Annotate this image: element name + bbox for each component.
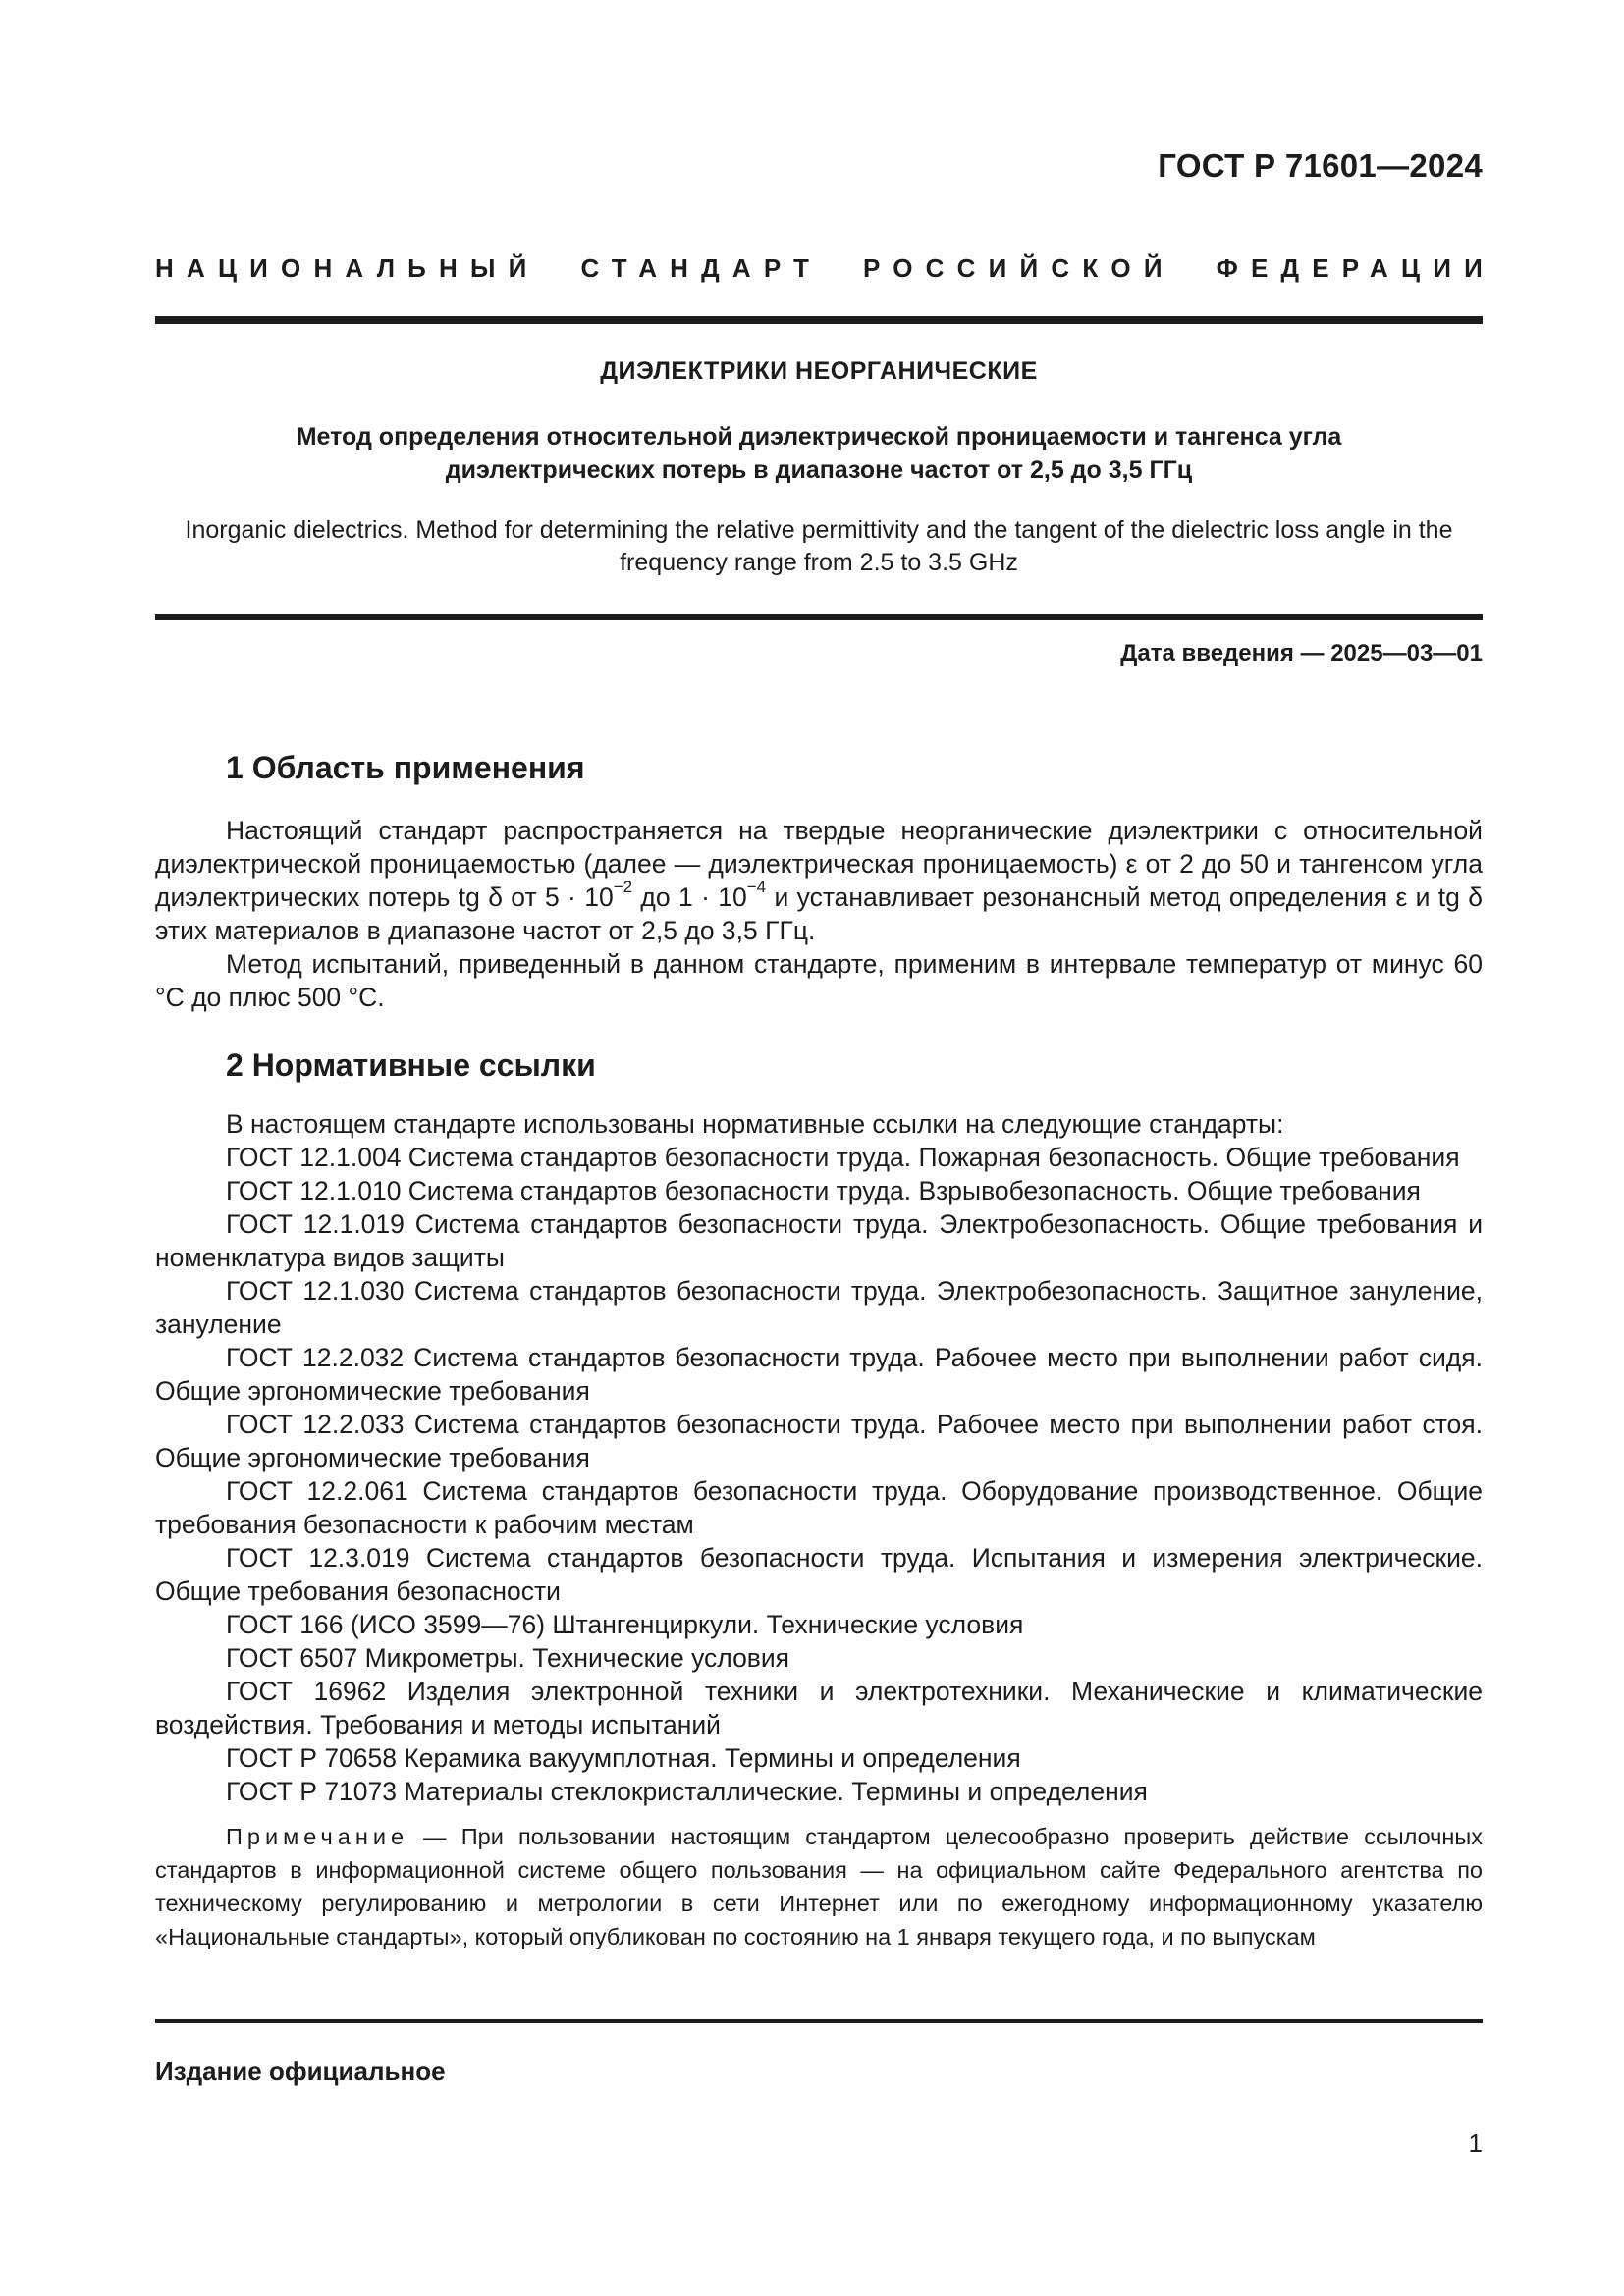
exponent: −4 xyxy=(746,878,767,897)
introduction-date: Дата введения — 2025—03—01 xyxy=(1120,640,1483,667)
section-normative-references xyxy=(155,1047,1483,1953)
national-standard-banner xyxy=(155,253,1495,284)
note-label: Примечание xyxy=(226,1824,409,1849)
reference-item: ГОСТ 12.1.030 Система стандартов безопасности труда. Электробезопасность. Защитное зануление, зануление xyxy=(155,1276,1483,1339)
reference-item: ГОСТ Р 71073 Материалы стеклокристаллические. Термины и определения xyxy=(226,1777,1148,1806)
banner-word: НАЦИОНАЛЬНЫЙ xyxy=(155,253,540,283)
english-title-line: frequency range from 2.5 to 3.5 GHz xyxy=(620,549,1018,576)
footer-divider xyxy=(155,2019,1483,2023)
reference-item: ГОСТ 12.2.032 Система стандартов безопасности труда. Рабочее место при выполнении работ сидя. Общие эргономические требования xyxy=(155,1343,1483,1406)
official-edition-label: Издание официальное xyxy=(155,2056,446,2086)
note-text: — При пользовании настоящим стандартом целесообразно проверить действие ссылочных стандартов в информационной системе общего пользования — на официальном сайте Федерального агентства по техническому регулированию и метрологии в сети Интернет или по ежегодному информационному указателю «Национальные стандарты», который опубликован по состоянию на 1 января текущего года, и по выпускам xyxy=(155,1824,1483,1949)
banner-word: СТАНДАРТ xyxy=(580,253,823,283)
reference-item: ГОСТ 12.3.019 Система стандартов безопасности труда. Испытания и измерения электрические. Общие требования безопасности xyxy=(155,1543,1483,1606)
section-scope xyxy=(155,750,1483,1014)
page-number: 1 xyxy=(1468,2128,1483,2158)
subtitle-line: диэлектрических потерь в диапазоне частот от 2,5 до 3,5 ГГц xyxy=(445,456,1193,484)
reference-item: ГОСТ Р 70658 Керамика вакуумплотная. Термины и определения xyxy=(226,1743,1021,1773)
standard-title: ДИЭЛЕКТРИКИ НЕОРГАНИЧЕСКИЕ xyxy=(600,357,1038,385)
top-divider xyxy=(155,316,1483,324)
subtitle-line: Метод определения относительной диэлектрической проницаемости и тангенса угла xyxy=(296,423,1342,451)
exponent: −2 xyxy=(613,878,633,897)
scope-paragraph: Метод испытаний, приведенный в данном стандарте, применим в интервале температур от минус 60 °С до плюс 500 °С. xyxy=(155,949,1483,1012)
banner-word: РОССИЙСКОЙ xyxy=(863,253,1175,283)
standard-subtitle xyxy=(155,420,1483,487)
english-title xyxy=(155,514,1483,579)
scope-paragraph xyxy=(155,814,1483,947)
reference-item: ГОСТ 12.2.061 Система стандартов безопасности труда. Оборудование производственное. Общие требования безопасности к рабочим местам xyxy=(155,1476,1483,1539)
scope-text: и устанавливает резонансный метод определения ε и tg δ этих материалов в диапазоне частот от 2,5 до 3,5 ГГц. xyxy=(155,882,1483,945)
title-divider xyxy=(155,614,1483,620)
reference-item: ГОСТ 12.1.004 Система стандартов безопасности труда. Пожарная безопасность. Общие требования xyxy=(226,1143,1460,1172)
reference-list xyxy=(155,1141,1483,1808)
reference-item: ГОСТ 12.1.010 Система стандартов безопасности труда. Взрывобезопасность. Общие требования xyxy=(226,1176,1421,1205)
reference-item: ГОСТ 16962 Изделия электронной техники и электротехники. Механические и климатические воздействия. Требования и методы испытаний xyxy=(155,1677,1483,1739)
english-title-line: Inorganic dielectrics. Method for determining the relative permittivity and the tangent of the dielectric loss angle in the xyxy=(185,516,1453,544)
note-paragraph xyxy=(155,1820,1483,1953)
references-intro: В настоящем стандарте использованы нормативные ссылки на следующие стандарты: xyxy=(226,1109,1284,1139)
document-number: ГОСТ Р 71601—2024 xyxy=(1158,147,1483,184)
reference-item: ГОСТ 12.2.033 Система стандартов безопасности труда. Рабочее место при выполнении работ стоя. Общие эргономические требования xyxy=(155,1410,1483,1472)
section-heading: 1 Область применения xyxy=(226,750,585,785)
section-heading: 2 Нормативные ссылки xyxy=(226,1047,596,1083)
scope-text: Настоящий стандарт распространяется на твердые неорганические диэлектрики с относительной диэлектрической проницаемостью (далее — диэлектрическая проницаемость) ε от 2 до 50 и тангенсом угла диэлектрических потерь tg δ от 5 · 10 xyxy=(155,816,1483,912)
reference-item: ГОСТ 6507 Микрометры. Технические условия xyxy=(226,1643,790,1673)
banner-word: ФЕДЕРАЦИИ xyxy=(1216,253,1495,283)
scope-text: до 1 · 10 xyxy=(632,882,747,912)
reference-item: ГОСТ 166 (ИСО 3599—76) Штангенциркули. Технические условия xyxy=(226,1610,1024,1639)
reference-item: ГОСТ 12.1.019 Система стандартов безопасности труда. Электробезопасность. Общие требования и номенклатура видов защиты xyxy=(155,1209,1483,1272)
